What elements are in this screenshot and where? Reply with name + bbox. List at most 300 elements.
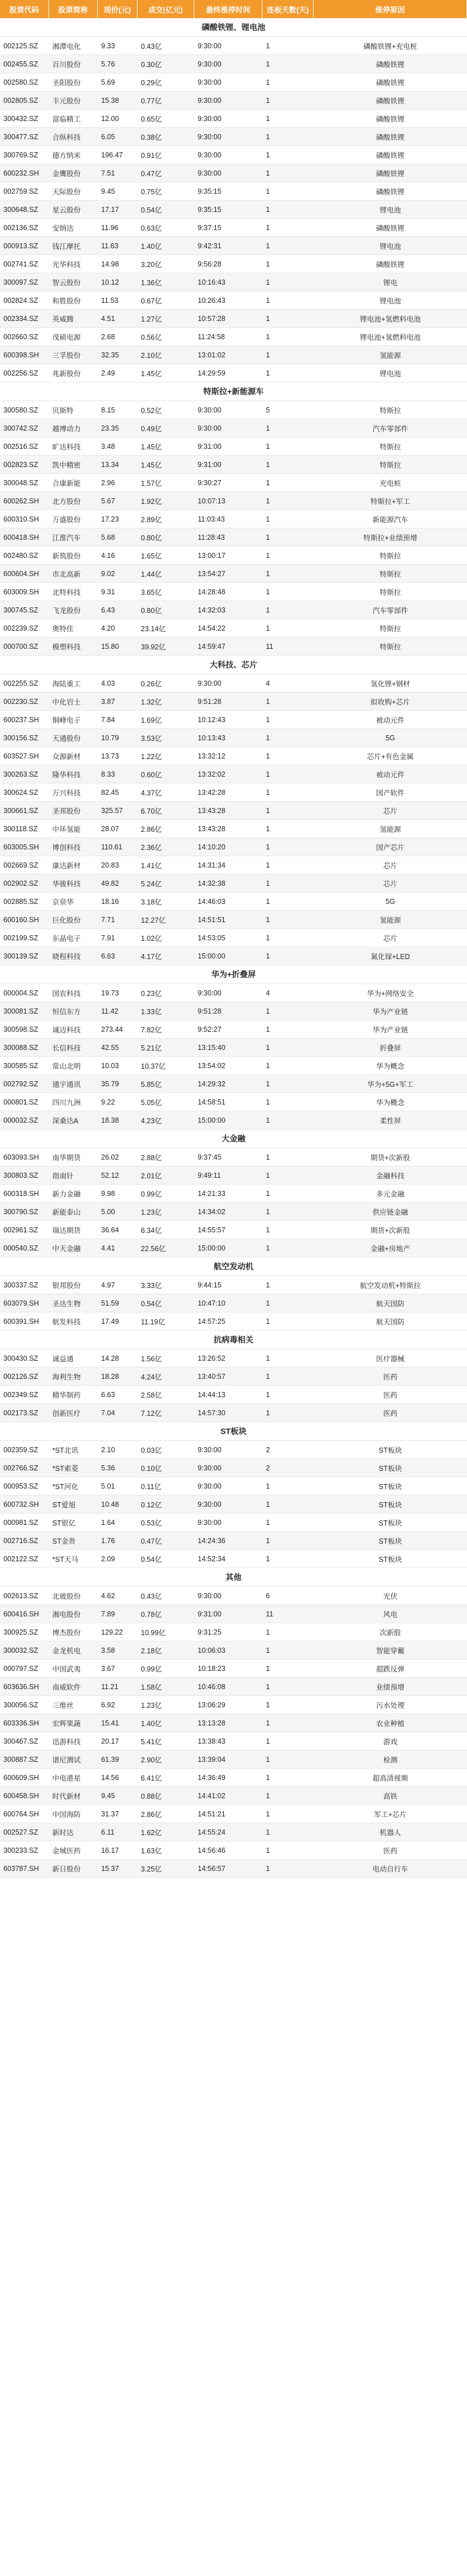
table-row[interactable] <box>0 1477 467 1495</box>
stock-name-cell: 中国武夷 <box>52 1665 81 1673</box>
volume-cell: 1.62亿 <box>141 1828 162 1837</box>
volume-cell: 0.80亿 <box>141 533 162 542</box>
stock-name-cell: 北特科技 <box>52 588 81 597</box>
table-row[interactable] <box>0 1294 467 1312</box>
stock-code-cell: 600604.SH <box>3 569 39 578</box>
volume-cell: 2.10亿 <box>141 351 162 360</box>
days-cell: 1 <box>266 897 270 906</box>
days-cell: 1 <box>266 260 270 268</box>
stock-name-cell: 钱江摩托 <box>52 242 81 251</box>
stock-name-cell: 时代新材 <box>52 1792 81 1800</box>
stock-code-cell: 002173.SZ <box>3 1408 39 1417</box>
price-cell: 4.03 <box>101 679 115 687</box>
days-cell: 1 <box>266 1408 270 1417</box>
table-row[interactable] <box>0 929 467 947</box>
price-cell: 4.51 <box>101 314 115 323</box>
section-title: 大金融 <box>0 1129 467 1148</box>
stock-name-cell: 海利生物 <box>52 1373 81 1381</box>
stock-code-cell: 603009.SH <box>3 587 39 596</box>
days-cell: 1 <box>266 497 270 505</box>
price-cell: 5.00 <box>101 1207 115 1216</box>
table-row[interactable] <box>0 237 467 255</box>
volume-cell: 6.41亿 <box>141 1774 162 1782</box>
volume-cell: 4.17亿 <box>141 952 162 961</box>
reason-cell: 锂电池 <box>380 206 401 214</box>
table-row[interactable] <box>0 1111 467 1129</box>
table-row[interactable] <box>0 1841 467 1860</box>
table-row[interactable] <box>0 164 467 182</box>
limit-time-cell: 10:57:28 <box>198 314 226 323</box>
limit-time-cell: 14:55:57 <box>198 1226 226 1234</box>
reason-cell: ST板块 <box>378 1446 402 1454</box>
reason-cell: 期货+次新股 <box>370 1153 410 1162</box>
reason-cell: 芯片 <box>383 879 398 888</box>
stock-code-cell: 002255.SZ <box>3 679 39 687</box>
reason-cell: 农业种植 <box>376 1719 405 1728</box>
table-row[interactable] <box>0 1166 467 1185</box>
days-cell: 1 <box>266 1846 270 1854</box>
stock-code-cell: 002349.SZ <box>3 1390 39 1399</box>
reason-cell: 期货+次新股 <box>370 1226 410 1235</box>
stock-name-cell: 新日股份 <box>52 1865 81 1873</box>
stock-code-cell: 300624.SZ <box>3 788 39 797</box>
table-row[interactable] <box>0 1239 467 1257</box>
limit-time-cell: 13:15:40 <box>198 1043 226 1052</box>
table-row[interactable] <box>0 1623 467 1641</box>
limit-time-cell: 9:30:00 <box>198 406 222 414</box>
reason-cell: 锂电池+氢燃料电池 <box>360 315 421 323</box>
reason-cell: 华为+5G+军工 <box>367 1080 414 1089</box>
volume-cell: 1.41亿 <box>141 861 162 870</box>
table-row[interactable] <box>0 474 467 492</box>
days-cell: 1 <box>266 1864 270 1873</box>
table-row[interactable] <box>0 419 467 437</box>
table-row[interactable] <box>0 1750 467 1769</box>
price-cell: 4.62 <box>101 1591 115 1600</box>
volume-cell: 1.40亿 <box>141 1719 162 1728</box>
reason-cell: 光伏 <box>383 1592 398 1600</box>
table-row[interactable] <box>0 401 467 419</box>
table-row[interactable] <box>0 1093 467 1111</box>
price-cell: 9.22 <box>101 1098 115 1106</box>
section-title: ST板块 <box>0 1422 467 1441</box>
table-row[interactable] <box>0 91 467 110</box>
volume-cell: 0.80亿 <box>141 606 162 615</box>
limit-time-cell: 9:30:00 <box>198 1464 222 1472</box>
table-row[interactable] <box>0 364 467 382</box>
days-cell: 1 <box>266 60 270 68</box>
volume-cell: 1.65亿 <box>141 552 162 560</box>
days-cell: 1 <box>266 1226 270 1234</box>
stock-name-cell: 晓程科技 <box>52 952 81 961</box>
stock-code-cell: 300337.SZ <box>3 1281 39 1289</box>
stock-name-cell: 新时达 <box>52 1828 74 1837</box>
stock-code-cell: 603636.SH <box>3 1682 39 1691</box>
limit-time-cell: 14:56:46 <box>198 1846 226 1854</box>
days-cell: 1 <box>266 715 270 724</box>
days-cell: 1 <box>266 915 270 924</box>
price-cell: 15.38 <box>101 96 119 105</box>
reason-cell: 风电 <box>383 1610 398 1619</box>
limit-time-cell: 9:31:00 <box>198 442 222 451</box>
limit-time-cell: 9:30:00 <box>198 169 222 177</box>
table-row[interactable] <box>0 1769 467 1787</box>
table-row[interactable] <box>0 1696 467 1714</box>
price-cell: 9.31 <box>101 587 115 596</box>
stock-code-cell: 002580.SZ <box>3 78 39 86</box>
days-cell: 1 <box>266 1791 270 1800</box>
reason-cell: 汽车零部件 <box>372 424 408 433</box>
price-cell: 7.71 <box>101 915 115 924</box>
volume-cell: 2.86亿 <box>141 1810 162 1819</box>
price-cell: 17.49 <box>101 1317 119 1325</box>
volume-cell: 22.56亿 <box>141 1244 166 1253</box>
table-row[interactable] <box>0 510 467 528</box>
reason-cell: 锂电池 <box>380 369 401 378</box>
reason-cell: 华为概念 <box>376 1062 405 1070</box>
price-cell: 42.55 <box>101 1043 119 1052</box>
table-row[interactable] <box>0 255 467 273</box>
days-cell: 1 <box>266 861 270 869</box>
table-row[interactable] <box>0 856 467 874</box>
stock-code-cell: 300118.SZ <box>3 824 38 833</box>
days-cell: 1 <box>266 332 270 341</box>
volume-cell: 3.65亿 <box>141 588 162 597</box>
limit-time-cell: 9:42:31 <box>198 241 222 250</box>
table-row[interactable] <box>0 291 467 310</box>
table-row[interactable] <box>0 37 467 55</box>
table-row[interactable] <box>0 528 467 547</box>
stock-name-cell: 新能泰山 <box>52 1208 81 1216</box>
days-cell: 6 <box>266 1591 270 1600</box>
table-row[interactable] <box>0 911 467 929</box>
table-row[interactable] <box>0 456 467 474</box>
table-row[interactable] <box>0 1349 467 1368</box>
table-row[interactable] <box>0 783 467 802</box>
price-cell: 15.80 <box>101 642 119 651</box>
stock-name-cell: 兆新股份 <box>52 369 81 378</box>
price-cell: 16.17 <box>101 1846 119 1854</box>
reason-cell: 特斯拉 <box>380 443 401 451</box>
stock-name-cell: 众源新材 <box>52 752 81 761</box>
volume-cell: 5.24亿 <box>141 879 162 888</box>
table-row[interactable] <box>0 346 467 364</box>
days-cell: 1 <box>266 752 270 760</box>
table-row[interactable] <box>0 893 467 911</box>
table-row[interactable] <box>0 1057 467 1075</box>
stock-name-cell: 凯中精密 <box>52 461 81 469</box>
volume-cell: 1.45亿 <box>141 369 162 378</box>
stock-name-cell: 合康新能 <box>52 479 81 487</box>
limit-time-cell: 13:40:57 <box>198 1372 226 1381</box>
reason-cell: 华为产业链 <box>372 1007 408 1016</box>
price-cell: 4.16 <box>101 551 115 560</box>
stock-code-cell: 300477.SZ <box>3 132 39 141</box>
table-row[interactable] <box>0 947 467 965</box>
table-row[interactable] <box>0 765 467 783</box>
days-cell: 1 <box>266 1682 270 1691</box>
header-name: 股票简称 <box>49 0 98 18</box>
limit-time-cell: 9:30:00 <box>198 132 222 141</box>
reason-cell: 智能穿戴 <box>376 1647 405 1655</box>
price-cell: 11.96 <box>101 223 119 232</box>
limit-time-cell: 9:49:11 <box>198 1171 221 1179</box>
table-row[interactable] <box>0 146 467 164</box>
stock-name-cell: 中环氢能 <box>52 825 81 833</box>
table-row[interactable] <box>0 492 467 510</box>
table-row[interactable] <box>0 1514 467 1532</box>
table-row[interactable] <box>0 1823 467 1841</box>
volume-cell: 1.22亿 <box>141 752 162 761</box>
table-row[interactable] <box>0 1185 467 1203</box>
stock-code-cell: 600764.SH <box>3 1810 39 1818</box>
stock-name-cell: 金鹰股份 <box>52 169 81 178</box>
limit-time-cell: 14:21:33 <box>198 1189 226 1198</box>
days-cell: 11 <box>266 1610 273 1618</box>
stock-code-cell: 300430.SZ <box>3 1354 39 1362</box>
volume-cell: 1.57亿 <box>141 479 162 487</box>
table-row[interactable] <box>0 1587 467 1605</box>
days-cell: 1 <box>266 205 270 214</box>
table-row[interactable] <box>0 437 467 456</box>
limit-time-cell: 13:00:17 <box>198 551 226 560</box>
reason-cell: 磷酸铁锂+充电桩 <box>363 42 418 51</box>
price-cell: 5.76 <box>101 60 115 68</box>
days-cell: 1 <box>266 1737 270 1745</box>
table-row[interactable] <box>0 1386 467 1404</box>
reason-cell: 高铁 <box>383 1792 398 1800</box>
limit-time-cell: 9:44:15 <box>198 1281 222 1289</box>
table-row[interactable] <box>0 802 467 820</box>
reason-cell: 磷酸铁锂 <box>376 133 405 141</box>
stock-name-cell: 湘电股份 <box>52 1610 81 1619</box>
table-row[interactable] <box>0 55 467 73</box>
table-row[interactable] <box>0 1678 467 1696</box>
stock-code-cell: 300088.SZ <box>3 1043 39 1052</box>
table-row[interactable] <box>0 984 467 1002</box>
table-row[interactable] <box>0 1732 467 1750</box>
volume-cell: 0.30亿 <box>141 60 162 69</box>
table-row[interactable] <box>0 1148 467 1166</box>
price-cell: 49.82 <box>101 879 119 887</box>
limit-time-cell: 14:51:21 <box>198 1810 226 1818</box>
table-row[interactable] <box>0 1714 467 1732</box>
price-cell: 18.38 <box>101 1116 119 1124</box>
limit-time-cell: 11:28:43 <box>198 533 225 541</box>
table-row[interactable] <box>0 1532 467 1550</box>
table-row[interactable] <box>0 128 467 146</box>
stock-name-cell: 湘潭电化 <box>52 42 81 51</box>
limit-time-cell: 13:26:52 <box>198 1354 226 1362</box>
stock-name-cell: 隆华科技 <box>52 770 81 779</box>
limit-time-cell: 14:34:02 <box>198 1207 226 1216</box>
stock-name-cell: 圣达生物 <box>52 1299 81 1308</box>
days-cell: 2 <box>266 1445 270 1454</box>
table-row[interactable] <box>0 820 467 838</box>
stock-code-cell: 002527.SZ <box>3 1828 39 1836</box>
reason-cell: 充电桩 <box>380 479 401 487</box>
table-row[interactable] <box>0 693 467 711</box>
table-row[interactable] <box>0 583 467 601</box>
stock-name-cell: 北方股份 <box>52 497 81 506</box>
stock-name-cell: 新力金融 <box>52 1190 81 1198</box>
volume-cell: 6.70亿 <box>141 807 162 815</box>
stock-code-cell: 300056.SZ <box>3 1700 39 1709</box>
table-row[interactable] <box>0 601 467 619</box>
days-cell: 1 <box>266 1317 270 1325</box>
reason-cell: 华为概念 <box>376 1098 405 1107</box>
price-cell: 2.96 <box>101 478 115 487</box>
limit-time-cell: 9:56:28 <box>198 260 222 268</box>
table-row[interactable] <box>0 1459 467 1477</box>
table-row[interactable] <box>0 1605 467 1623</box>
table-row[interactable] <box>0 1404 467 1422</box>
stock-code-cell: 002455.SZ <box>3 60 39 68</box>
table-row[interactable] <box>0 711 467 729</box>
volume-cell: 0.29亿 <box>141 78 162 87</box>
limit-time-cell: 10:16:43 <box>198 278 226 286</box>
price-cell: 13.34 <box>101 460 119 469</box>
limit-time-cell: 14:44:13 <box>198 1390 226 1399</box>
limit-time-cell: 9:30:00 <box>198 1518 222 1527</box>
table-row[interactable] <box>0 838 467 856</box>
volume-cell: 7.12亿 <box>141 1409 162 1418</box>
limit-time-cell: 9:52:27 <box>198 1025 222 1033</box>
stock-name-cell: 奥特佳 <box>52 624 74 633</box>
limit-time-cell: 13:32:12 <box>198 752 226 760</box>
limit-time-cell: 9:30:00 <box>198 1445 222 1454</box>
section-title: 大科技、芯片 <box>0 656 467 674</box>
reason-cell: 医疗器械 <box>376 1354 405 1363</box>
reason-cell: 特斯拉 <box>380 570 401 578</box>
table-row[interactable] <box>0 637 467 656</box>
reason-cell: 5G <box>385 897 395 906</box>
section-title: 特斯拉+新能源车 <box>0 382 467 401</box>
reason-cell: 特斯拉 <box>380 406 401 415</box>
table-row[interactable] <box>0 310 467 328</box>
table-row[interactable] <box>0 547 467 565</box>
days-cell: 11 <box>266 642 273 651</box>
price-cell: 11.21 <box>101 1682 119 1691</box>
price-cell: 19.73 <box>101 989 119 997</box>
table-row[interactable] <box>0 674 467 693</box>
stock-code-cell: 002805.SZ <box>3 96 39 105</box>
reason-cell: 柔性屏 <box>380 1116 401 1125</box>
price-cell: 7.89 <box>101 1610 115 1618</box>
days-cell: 1 <box>266 879 270 887</box>
days-cell: 1 <box>266 41 270 50</box>
price-cell: 12.00 <box>101 114 119 123</box>
table-row[interactable] <box>0 1860 467 1878</box>
stock-name-cell: ST爱旭 <box>52 1500 76 1509</box>
table-row[interactable] <box>0 219 467 237</box>
table-row[interactable] <box>0 1203 467 1221</box>
price-cell: 5.69 <box>101 78 115 86</box>
table-row[interactable] <box>0 110 467 128</box>
table-row[interactable] <box>0 73 467 91</box>
table-row[interactable] <box>0 1368 467 1386</box>
table-row[interactable] <box>0 328 467 346</box>
price-cell: 7.91 <box>101 933 115 942</box>
volume-cell: 2.01亿 <box>141 1172 162 1180</box>
table-row[interactable] <box>0 1312 467 1331</box>
price-cell: 28.07 <box>101 824 119 833</box>
stock-name-cell: 迅游科技 <box>52 1737 81 1746</box>
stock-code-cell: 300048.SZ <box>3 478 39 487</box>
days-cell: 1 <box>266 1664 270 1673</box>
table-row[interactable] <box>0 182 467 201</box>
stock-code-cell: 002136.SZ <box>3 223 39 232</box>
reason-cell: 特斯拉 <box>380 624 401 633</box>
table-row[interactable] <box>0 1221 467 1239</box>
table-row[interactable] <box>0 1039 467 1057</box>
reason-cell: 磷酸铁锂 <box>376 78 405 87</box>
reason-cell: 磷酸铁锂 <box>376 169 405 178</box>
volume-cell: 10.37亿 <box>141 1062 166 1070</box>
reason-cell: 拟收购+芯片 <box>370 698 410 706</box>
price-cell: 17.17 <box>101 205 119 214</box>
days-cell: 1 <box>266 1281 270 1289</box>
table-row[interactable] <box>0 1787 467 1805</box>
table-row[interactable] <box>0 273 467 291</box>
table-row[interactable] <box>0 565 467 583</box>
days-cell: 1 <box>266 442 270 451</box>
table-row[interactable] <box>0 1495 467 1514</box>
limit-time-cell: 9:30:00 <box>198 114 222 123</box>
stock-code-cell: 002823.SZ <box>3 460 39 469</box>
table-row[interactable] <box>0 1441 467 1459</box>
stock-name-cell: 深桑达A <box>52 1116 78 1125</box>
days-cell: 1 <box>266 933 270 942</box>
limit-time-cell: 14:58:51 <box>198 1098 226 1106</box>
volume-cell: 0.91亿 <box>141 151 162 160</box>
stock-name-cell: 航发科技 <box>52 1318 81 1326</box>
table-row[interactable] <box>0 1805 467 1823</box>
price-cell: 7.84 <box>101 715 115 724</box>
table-row[interactable] <box>0 1002 467 1020</box>
stock-code-cell: 600391.SH <box>3 1317 39 1325</box>
table-row[interactable] <box>0 874 467 893</box>
limit-time-cell: 9:51:28 <box>198 697 222 706</box>
price-cell: 129.22 <box>101 1628 123 1636</box>
table-row[interactable] <box>0 1660 467 1678</box>
stock-name-cell: 银邦股份 <box>52 1281 81 1290</box>
limit-time-cell: 14:10:20 <box>198 843 226 851</box>
limit-time-cell: 14:57:25 <box>198 1317 226 1325</box>
header-days: 连板天数(天) <box>262 0 314 18</box>
table-row[interactable] <box>0 1276 467 1294</box>
limit-time-cell: 9:30:00 <box>198 989 222 997</box>
table-row[interactable] <box>0 1550 467 1568</box>
volume-cell: 6.34亿 <box>141 1226 162 1235</box>
days-cell: 1 <box>266 314 270 323</box>
table-row[interactable] <box>0 729 467 747</box>
reason-cell: ST板块 <box>378 1482 402 1491</box>
table-row[interactable] <box>0 619 467 637</box>
stock-code-cell: 002902.SZ <box>3 879 39 887</box>
limit-time-cell: 10:07:13 <box>198 497 226 505</box>
table-row[interactable] <box>0 1020 467 1039</box>
stock-name-cell: 合纵科技 <box>52 133 81 141</box>
volume-cell: 2.36亿 <box>141 843 162 852</box>
price-cell: 5.67 <box>101 497 115 505</box>
stock-code-cell: 002741.SZ <box>3 260 39 268</box>
table-row[interactable] <box>0 201 467 219</box>
table-row[interactable] <box>0 1641 467 1660</box>
volume-cell: 0.10亿 <box>141 1464 162 1473</box>
table-row[interactable] <box>0 747 467 765</box>
table-row[interactable] <box>0 1075 467 1093</box>
